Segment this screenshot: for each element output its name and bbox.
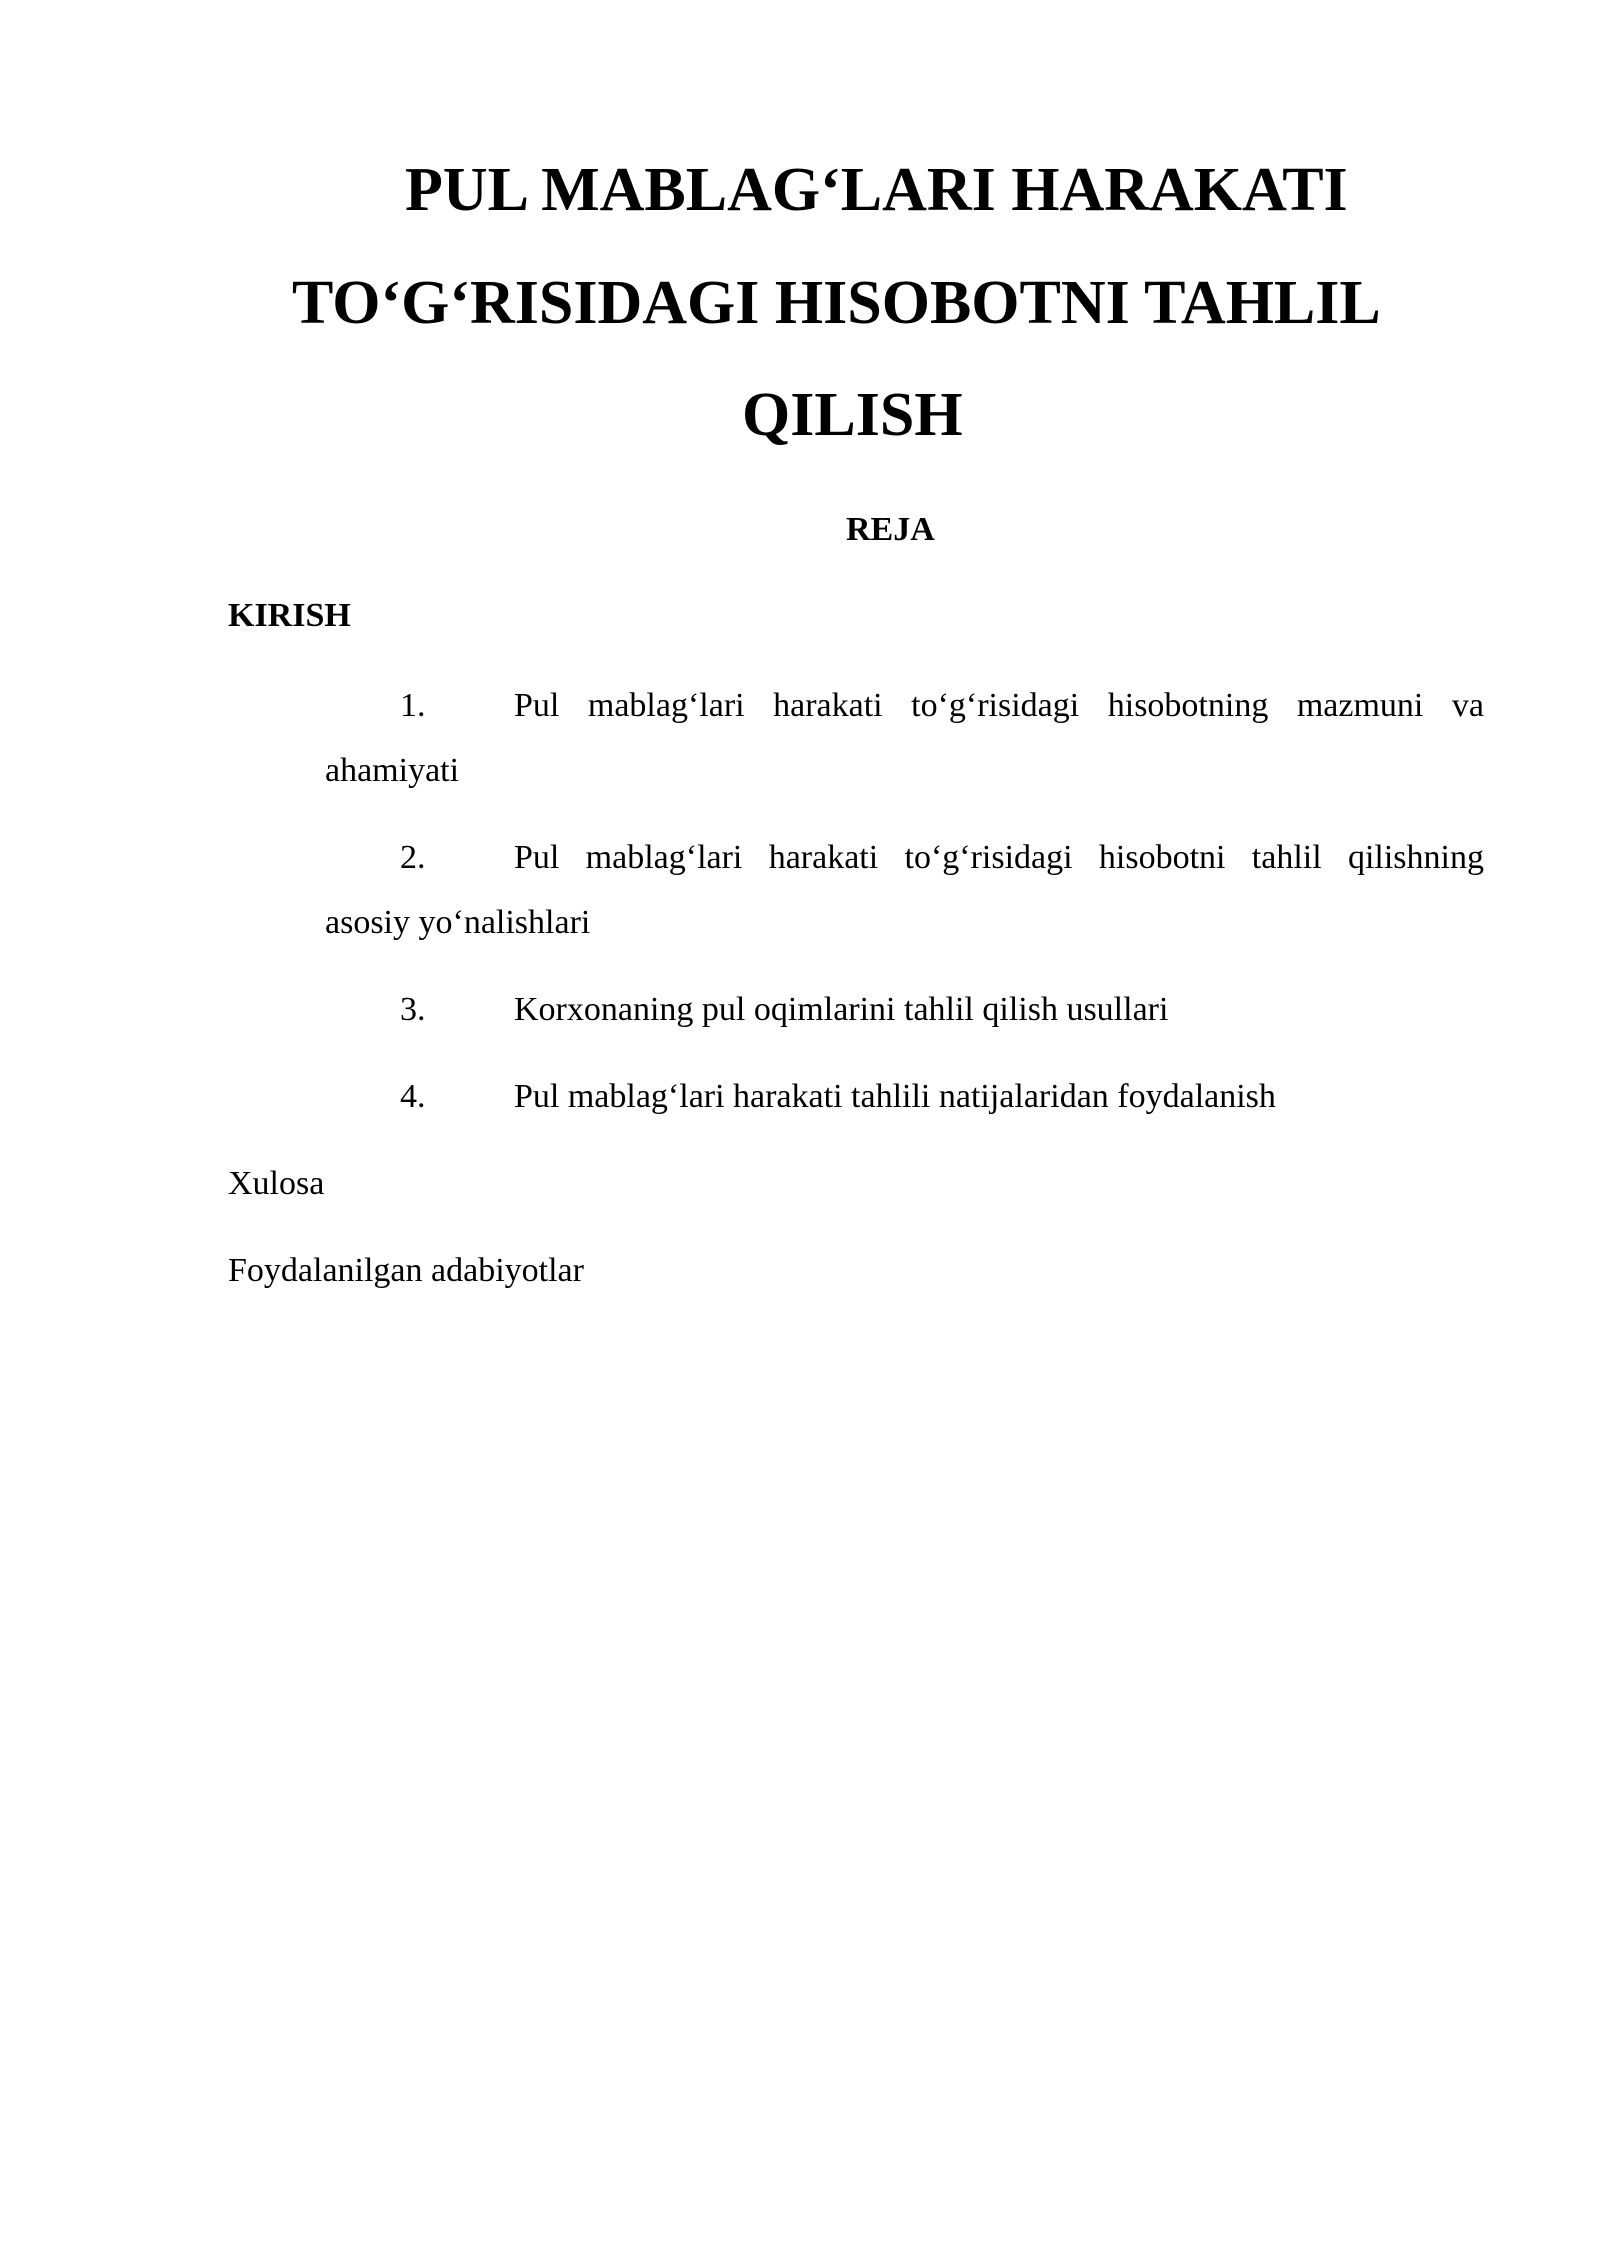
title-line-3: QILISH [742, 381, 963, 449]
plan-item-3-text: Korxonaning pul oqimlarini tahlil qilish usullari [514, 991, 1169, 1028]
plan-item-3-number: 3. [400, 991, 426, 1028]
references-label: Foydalanilgan adabiyotlar [228, 1252, 584, 1289]
conclusion-label: Xulosa [228, 1165, 325, 1202]
plan-item-4-text: Pul mablag‘lari harakati tahlili natijalaridan foydalanish [514, 1078, 1276, 1115]
plan-item-4-number: 4. [400, 1078, 426, 1115]
plan-item-2-continuation: asosiy yo‘nalishlari [325, 904, 591, 941]
plan-item-2-text: Pul mablag‘lari harakati to‘g‘risidagi hisobotni tahlil qilishning [514, 839, 1484, 876]
plan-item-1-continuation: ahamiyati [325, 752, 460, 789]
plan-item-2-number: 2. [400, 839, 426, 876]
intro-heading: KIRISH [228, 597, 351, 634]
title-line-2: TO‘G‘RISIDAGI HISOBOTNI TAHLIL [292, 269, 1381, 337]
plan-item-1-number: 1. [400, 687, 426, 724]
plan-heading: REJA [846, 511, 935, 548]
plan-item-1-text: Pul mablag‘lari harakati to‘g‘risidagi hisobotning mazmuni va [514, 687, 1484, 724]
title-line-1: PUL MABLAG‘LARI HARAKATI [405, 156, 1348, 224]
